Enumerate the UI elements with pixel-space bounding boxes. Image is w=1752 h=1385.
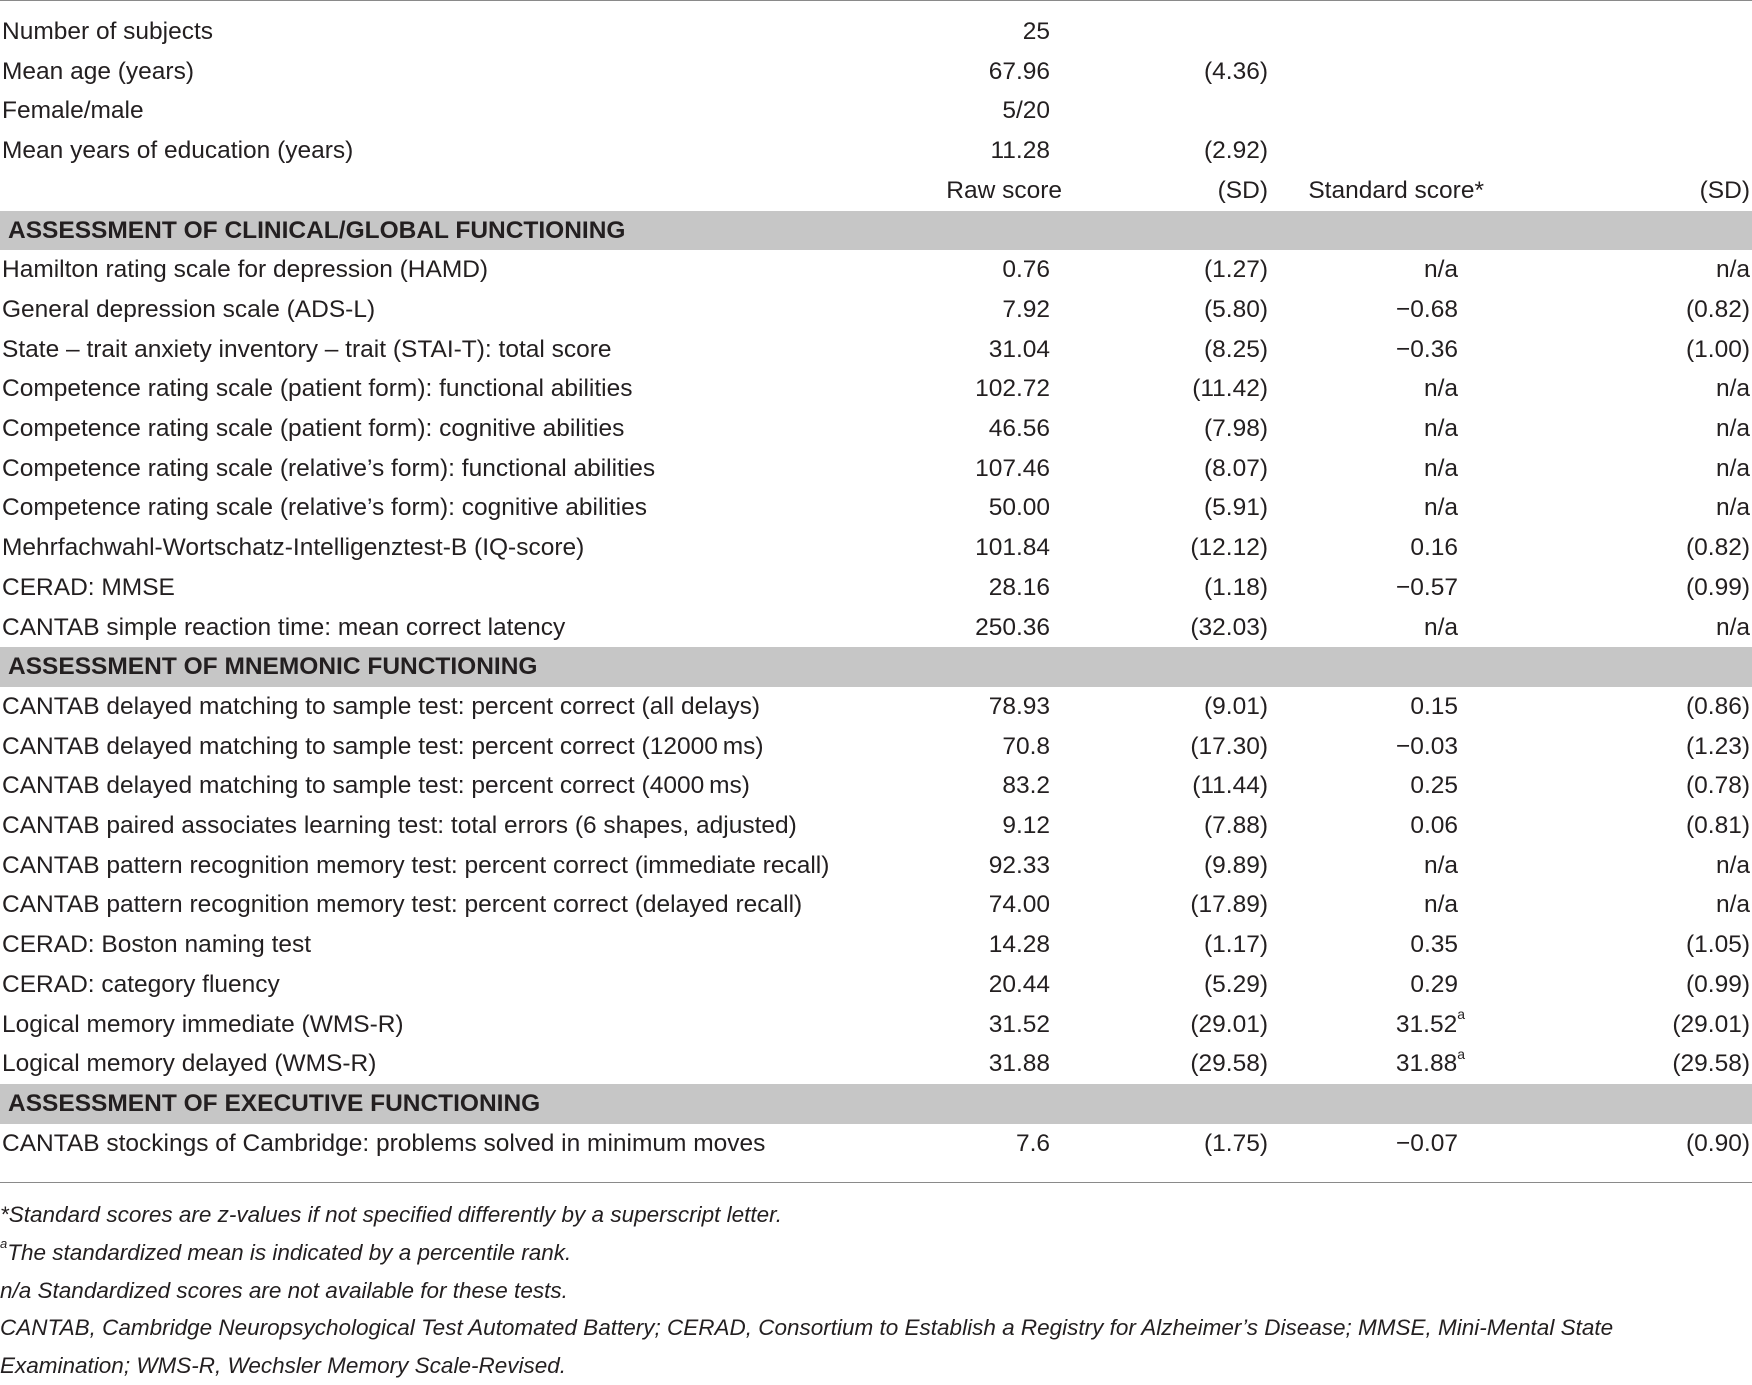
standard-sd: n/a bbox=[1715, 494, 1750, 522]
table-row bbox=[0, 727, 1752, 767]
raw-sd: (9.01) bbox=[1203, 692, 1268, 720]
standard-score bbox=[1274, 369, 1486, 409]
row-label: CANTAB delayed matching to sample test: percent correct (all delays) bbox=[2, 692, 761, 720]
row-label: Logical memory immediate (WMS-R) bbox=[2, 1010, 404, 1038]
raw-score: 25 bbox=[1022, 18, 1050, 45]
standard-score bbox=[1274, 290, 1486, 330]
section-title: ASSESSMENT OF EXECUTIVE FUNCTIONING bbox=[0, 1084, 1752, 1124]
row-label: CANTAB paired associates learning test: total errors (6 shapes, adjusted) bbox=[2, 812, 797, 840]
standard-sd: (0.82) bbox=[1685, 295, 1750, 323]
footnote-a-text: The standardized mean is indicated by a percentile rank. bbox=[7, 1239, 572, 1265]
standard-score bbox=[1274, 1005, 1486, 1045]
row-label: CANTAB delayed matching to sample test: percent correct (4000 ms) bbox=[2, 772, 750, 800]
raw-score: 31.52 bbox=[988, 1010, 1050, 1038]
raw-score: 5/20 bbox=[1002, 97, 1050, 125]
raw-score: 0.76 bbox=[1002, 256, 1050, 284]
table-bottom-rule bbox=[0, 1182, 1752, 1183]
table-row bbox=[0, 846, 1752, 886]
standard-score-value: 31.88 bbox=[1395, 1050, 1458, 1078]
standard-sd: (0.86) bbox=[1685, 692, 1750, 720]
standard-score-value: n/a bbox=[1423, 851, 1458, 879]
table-row bbox=[0, 925, 1752, 965]
header-standard-score: Standard score* bbox=[1308, 176, 1484, 204]
standard-score bbox=[1274, 528, 1486, 568]
standard-score-value: n/a bbox=[1423, 454, 1458, 482]
raw-score: 101.84 bbox=[975, 534, 1050, 562]
standard-score-value: n/a bbox=[1423, 494, 1458, 522]
table-row bbox=[0, 91, 1752, 131]
raw-score: 67.96 bbox=[988, 57, 1050, 85]
standard-sd: (0.82) bbox=[1685, 534, 1750, 562]
raw-sd: (5.91) bbox=[1203, 494, 1268, 522]
row-label: CERAD: Boston naming test bbox=[2, 931, 312, 959]
raw-sd: (17.30) bbox=[1190, 732, 1268, 760]
standard-score-value: 31.52 bbox=[1395, 1010, 1458, 1038]
raw-score: 28.16 bbox=[988, 573, 1050, 601]
standard-score-value: 0.15 bbox=[1410, 692, 1458, 720]
raw-sd: (1.18) bbox=[1203, 573, 1268, 601]
raw-score: 9.12 bbox=[1002, 812, 1050, 840]
standard-score bbox=[1274, 608, 1486, 648]
table-row bbox=[0, 409, 1752, 449]
raw-sd: (9.89) bbox=[1203, 851, 1268, 879]
standard-score bbox=[1274, 846, 1486, 886]
raw-score: 31.88 bbox=[988, 1050, 1050, 1078]
row-label: Female/male bbox=[2, 97, 144, 125]
raw-score: 7.6 bbox=[1015, 1129, 1050, 1157]
table-row bbox=[0, 1005, 1752, 1045]
standard-score bbox=[1274, 965, 1486, 1005]
standard-score-value: n/a bbox=[1423, 256, 1458, 284]
table-row bbox=[0, 1124, 1752, 1164]
raw-sd: (1.17) bbox=[1203, 931, 1268, 959]
row-label: General depression scale (ADS-L) bbox=[2, 295, 376, 323]
raw-score: 74.00 bbox=[988, 891, 1050, 919]
raw-sd: (11.42) bbox=[1192, 375, 1268, 403]
standard-score bbox=[1274, 488, 1486, 528]
standard-score-value: −0.68 bbox=[1396, 295, 1458, 323]
row-label: Competence rating scale (relative’s form): functional abilities bbox=[2, 454, 656, 482]
row-label: State – trait anxiety inventory – trait (STAI-T): total score bbox=[2, 335, 612, 363]
standard-score bbox=[1274, 568, 1486, 608]
raw-sd: (4.36) bbox=[1203, 57, 1268, 85]
standard-sd: n/a bbox=[1715, 613, 1750, 641]
table-row bbox=[0, 766, 1752, 806]
row-label: Hamilton rating scale for depression (HAMD) bbox=[2, 256, 489, 284]
standard-score-value: n/a bbox=[1423, 613, 1458, 641]
standard-sd: n/a bbox=[1715, 415, 1750, 443]
results-table-body bbox=[0, 12, 1752, 1163]
standard-sd: n/a bbox=[1715, 891, 1750, 919]
table-row bbox=[0, 290, 1752, 330]
raw-score: 31.04 bbox=[988, 335, 1050, 363]
header-raw-score: Raw score bbox=[946, 176, 1062, 204]
raw-score: 50.00 bbox=[988, 494, 1050, 522]
raw-sd: (12.12) bbox=[1190, 534, 1268, 562]
standard-score bbox=[1274, 409, 1486, 449]
row-label: CANTAB stockings of Cambridge: problems solved in minimum moves bbox=[2, 1129, 766, 1157]
raw-score: 7.92 bbox=[1002, 295, 1050, 323]
header-standard-sd: (SD) bbox=[1699, 176, 1750, 204]
row-label: CANTAB pattern recognition memory test: percent correct (immediate recall) bbox=[2, 851, 830, 879]
section-title: ASSESSMENT OF MNEMONIC FUNCTIONING bbox=[0, 647, 1752, 687]
raw-score: 14.28 bbox=[988, 931, 1050, 959]
raw-sd: (5.80) bbox=[1203, 295, 1268, 323]
raw-score: 70.8 bbox=[1002, 732, 1050, 760]
raw-sd: (17.89) bbox=[1190, 891, 1268, 919]
row-label: Number of subjects bbox=[2, 18, 214, 45]
raw-score: 107.46 bbox=[975, 454, 1050, 482]
raw-score: 92.33 bbox=[988, 851, 1050, 879]
standard-score-value: n/a bbox=[1423, 415, 1458, 443]
standard-sd: (0.78) bbox=[1685, 772, 1750, 800]
table-row bbox=[0, 965, 1752, 1005]
standard-sd: (0.99) bbox=[1685, 970, 1750, 998]
raw-score: 46.56 bbox=[988, 415, 1050, 443]
standard-sd: (1.00) bbox=[1685, 335, 1750, 363]
raw-score: 11.28 bbox=[990, 137, 1050, 165]
raw-sd: (7.98) bbox=[1203, 415, 1268, 443]
standard-sd: (29.58) bbox=[1672, 1050, 1750, 1078]
standard-score-value: −0.57 bbox=[1396, 573, 1458, 601]
footnote-na: n/a Standardized scores are not available for these tests. bbox=[0, 1277, 568, 1303]
footnote-a bbox=[0, 1234, 1752, 1272]
table-row bbox=[0, 369, 1752, 409]
row-label: Mean age (years) bbox=[2, 57, 195, 85]
standard-score-value: 0.29 bbox=[1410, 970, 1458, 998]
table-row bbox=[0, 528, 1752, 568]
raw-sd: (5.29) bbox=[1203, 970, 1268, 998]
section-header-row bbox=[0, 1084, 1752, 1124]
standard-score bbox=[1274, 766, 1486, 806]
table-row bbox=[0, 12, 1752, 52]
standard-score-value: 0.35 bbox=[1410, 931, 1458, 959]
raw-score: 83.2 bbox=[1002, 772, 1050, 800]
standard-sd: n/a bbox=[1715, 454, 1750, 482]
standard-score-value: 0.16 bbox=[1410, 534, 1458, 562]
raw-sd: (7.88) bbox=[1203, 812, 1268, 840]
section-title: ASSESSMENT OF CLINICAL/GLOBAL FUNCTIONING bbox=[0, 211, 1752, 251]
standard-score bbox=[1274, 250, 1486, 290]
section-header-row bbox=[0, 647, 1752, 687]
row-label: Mehrfachwahl-Wortschatz-Intelligenztest-B (IQ-score) bbox=[2, 534, 585, 562]
standard-sd: (0.81) bbox=[1685, 812, 1750, 840]
table-row bbox=[0, 131, 1752, 171]
standard-score-value: −0.03 bbox=[1396, 732, 1458, 760]
section-header-row bbox=[0, 211, 1752, 251]
header-raw-sd: (SD) bbox=[1217, 176, 1268, 204]
row-label: CANTAB delayed matching to sample test: percent correct (12000 ms) bbox=[2, 732, 764, 760]
standard-score-value: 0.25 bbox=[1410, 772, 1458, 800]
standard-score bbox=[1274, 687, 1486, 727]
footnote-abbreviations: CANTAB, Cambridge Neuropsychological Test Automated Battery; CERAD, Consortium to Establish a Registry for Alzheimer’s Disease; MMSE, Mini-Mental State Examination; WMS-R, Wechsler Memory Scale-Revised. bbox=[0, 1315, 1614, 1379]
raw-sd: (1.75) bbox=[1203, 1129, 1268, 1157]
footnote-standard-scores: *Standard scores are z-values if not specified differently by a superscript letter. bbox=[0, 1202, 783, 1227]
row-label: Logical memory delayed (WMS-R) bbox=[2, 1050, 377, 1078]
standard-score bbox=[1274, 449, 1486, 489]
superscript-marker: a bbox=[1457, 1046, 1465, 1063]
raw-sd: (1.27) bbox=[1203, 256, 1268, 284]
standard-sd: (0.99) bbox=[1685, 573, 1750, 601]
column-header-row bbox=[0, 171, 1752, 211]
table-row bbox=[0, 52, 1752, 92]
superscript-marker: a bbox=[1457, 1006, 1465, 1023]
standard-score bbox=[1274, 330, 1486, 370]
row-label: Competence rating scale (relative’s form): cognitive abilities bbox=[2, 494, 647, 522]
standard-score bbox=[1274, 1044, 1486, 1084]
table-top-rule bbox=[0, 0, 1752, 1]
table-row bbox=[0, 608, 1752, 648]
raw-sd: (2.92) bbox=[1203, 137, 1268, 165]
standard-score-value: 0.06 bbox=[1410, 812, 1458, 840]
standard-score bbox=[1274, 1124, 1486, 1164]
row-label: Competence rating scale (patient form): functional abilities bbox=[2, 375, 633, 403]
standard-score bbox=[1274, 727, 1486, 767]
standard-sd: (0.90) bbox=[1685, 1129, 1750, 1157]
row-label: CERAD: category fluency bbox=[2, 970, 280, 998]
standard-sd: n/a bbox=[1715, 851, 1750, 879]
raw-sd: (8.07) bbox=[1203, 454, 1268, 482]
table-footnotes bbox=[0, 1196, 1752, 1385]
table-row bbox=[0, 568, 1752, 608]
raw-score: 20.44 bbox=[988, 970, 1050, 998]
raw-sd: (11.44) bbox=[1192, 772, 1268, 800]
table-row bbox=[0, 885, 1752, 925]
raw-score: 78.93 bbox=[988, 692, 1050, 720]
standard-score-value: n/a bbox=[1423, 375, 1458, 403]
row-label: Mean years of education (years) bbox=[2, 137, 354, 165]
row-label: CANTAB simple reaction time: mean correct latency bbox=[2, 613, 566, 641]
results-table bbox=[0, 12, 1752, 1163]
standard-sd: n/a bbox=[1715, 375, 1750, 403]
footnote-a-marker: a bbox=[0, 1236, 8, 1252]
raw-score: 102.72 bbox=[975, 375, 1050, 403]
standard-score bbox=[1274, 885, 1486, 925]
row-label: Competence rating scale (patient form): cognitive abilities bbox=[2, 415, 625, 443]
standard-score-value: −0.36 bbox=[1396, 335, 1458, 363]
table-row bbox=[0, 687, 1752, 727]
row-label: CANTAB pattern recognition memory test: percent correct (delayed recall) bbox=[2, 891, 803, 919]
standard-score-value: n/a bbox=[1423, 891, 1458, 919]
table-row bbox=[0, 806, 1752, 846]
table-row bbox=[0, 449, 1752, 489]
raw-sd: (32.03) bbox=[1190, 613, 1268, 641]
standard-score bbox=[1274, 806, 1486, 846]
standard-sd: (1.23) bbox=[1685, 732, 1750, 760]
row-label: CERAD: MMSE bbox=[2, 573, 175, 601]
standard-score-value: −0.07 bbox=[1396, 1129, 1458, 1157]
raw-sd: (29.01) bbox=[1190, 1010, 1268, 1038]
raw-sd bbox=[1062, 91, 1274, 131]
table-row bbox=[0, 488, 1752, 528]
table-row bbox=[0, 1044, 1752, 1084]
raw-sd: (29.58) bbox=[1190, 1050, 1268, 1078]
raw-score: 250.36 bbox=[975, 613, 1050, 641]
standard-sd: n/a bbox=[1715, 256, 1750, 284]
raw-sd: (8.25) bbox=[1203, 335, 1268, 363]
standard-score bbox=[1274, 925, 1486, 965]
standard-sd: (29.01) bbox=[1672, 1010, 1750, 1038]
table-row bbox=[0, 250, 1752, 290]
raw-sd bbox=[1062, 12, 1274, 52]
table-row bbox=[0, 330, 1752, 370]
standard-sd: (1.05) bbox=[1685, 931, 1750, 959]
